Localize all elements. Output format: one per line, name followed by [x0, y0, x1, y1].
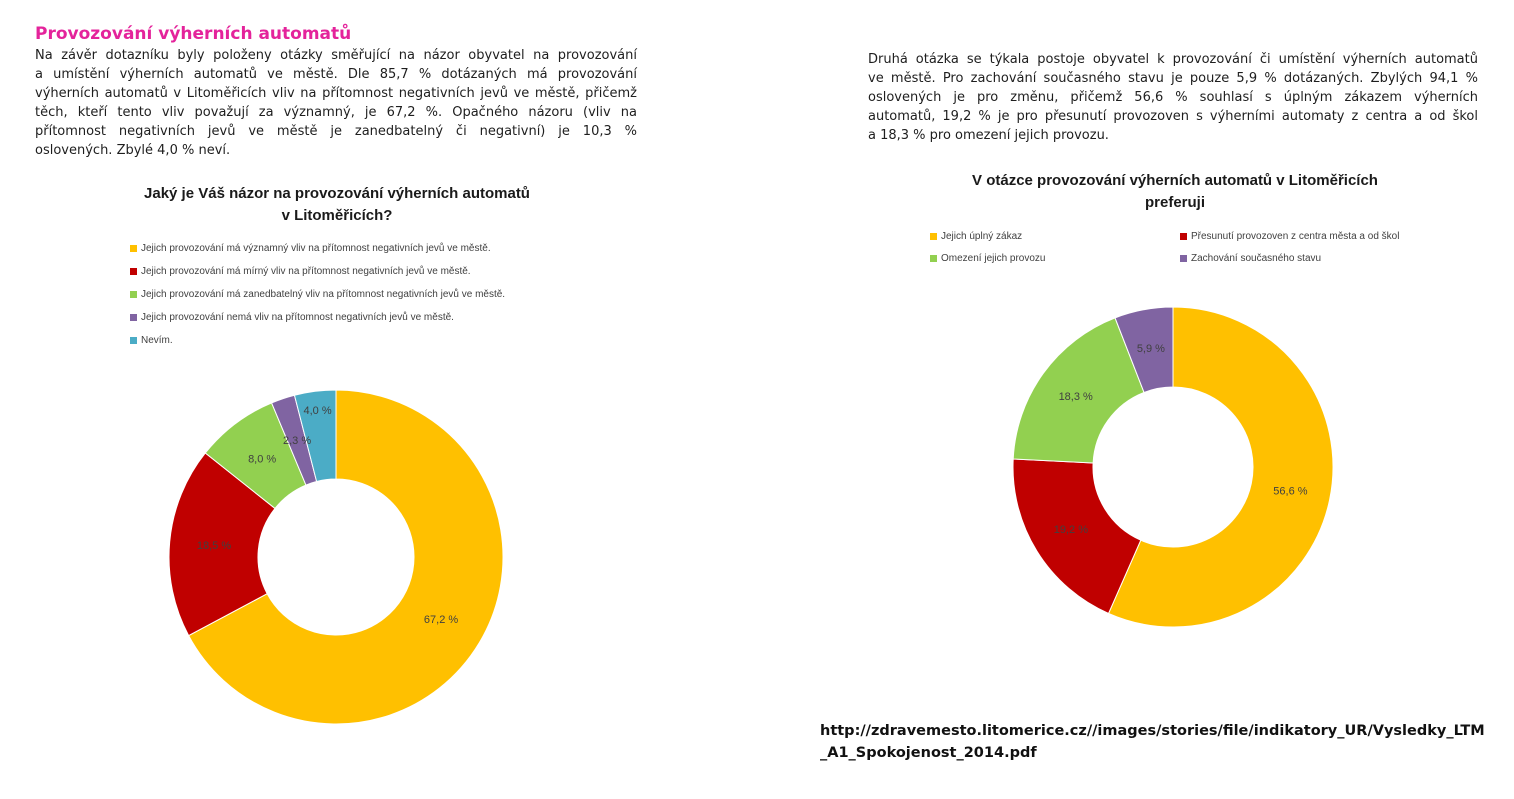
paragraph-line: výherních automatů v Litoměřicích vliv na přítomnost negativních jevů ve městě, přičemž	[35, 86, 637, 101]
legend-item	[930, 225, 1180, 247]
legend-swatch	[130, 268, 137, 275]
legend-label: Jejich úplný zákaz	[941, 230, 1023, 242]
paragraph-line: a umístění výherních automatů ve městě. Dle 85,7 % dotázaných má provozování	[35, 67, 637, 82]
legend-swatch	[930, 233, 937, 240]
paragraph-line: oslovených. Zbylé 4,0 % neví.	[35, 143, 231, 158]
source-url	[820, 720, 1485, 764]
second-question-paragraph	[868, 50, 1478, 145]
legend-swatch	[130, 314, 137, 321]
legend-item	[130, 260, 505, 283]
legend-label: Jejich provozování má mírný vliv na přítomnost negativních jevů ve městě.	[141, 266, 471, 277]
legend-label: Přesunutí provozoven z centra města a od škol	[1191, 230, 1400, 242]
legend-label: Jejich provozování má zanedbatelný vliv na přítomnost negativních jevů ve městě.	[141, 289, 506, 300]
data-label: 18,3 %	[1058, 390, 1093, 403]
legend-swatch	[1180, 233, 1187, 240]
paragraph-line: Druhá otázka se týkala postoje obyvatel k provozování či umístění výherních automatů	[868, 52, 1478, 67]
legend-item	[930, 247, 1180, 269]
legend-label: Zachování současného stavu	[1191, 252, 1322, 264]
data-label: 19,2 %	[1053, 524, 1089, 537]
source-url-line: http://zdravemesto.litomerice.cz//images/stories/file/indikatory_UR/Vysledky_LTM	[820, 723, 1485, 739]
paragraph-line: Na závěr dotazníku byly položeny otázky směřující na názor obyvatel na provozování	[35, 48, 637, 63]
paragraph-line: a 18,3 % pro omezení jejich provozu.	[868, 128, 1109, 143]
chart-title-line: v Litoměřicích?	[281, 207, 393, 224]
legend-swatch	[130, 291, 137, 298]
data-label: 8,0 %	[248, 453, 277, 466]
data-label: 18,5 %	[196, 539, 232, 552]
source-url-line: _A1_Spokojenost_2014.pdf	[820, 745, 1037, 761]
legend-item	[130, 283, 505, 306]
legend-swatch	[130, 337, 137, 344]
chart-legend-1	[130, 237, 505, 352]
legend-label: Omezení jejich provozu	[941, 252, 1046, 264]
legend-swatch	[930, 255, 937, 262]
legend-item	[130, 306, 505, 329]
legend-label: Jejich provozování má významný vliv na přítomnost negativních jevů ve městě.	[141, 243, 491, 254]
legend-item	[1180, 225, 1430, 247]
legend-swatch	[130, 245, 137, 252]
paragraph-line: ve městě. Pro zachování současného stavu je pouze 5,9 % dotázaných. Zbylých 94,1 %	[868, 71, 1478, 86]
paragraph-line: oslovených je pro změnu, přičemž 56,6 % souhlasí s úplným zákazem výherních	[868, 90, 1478, 105]
data-label: 4,0 %	[303, 405, 332, 418]
donut-chart-2	[1008, 302, 1338, 632]
legend-label: Nevím.	[141, 335, 173, 346]
chart-title-line: V otázce provozování výherních automatů v Litoměřicích	[972, 172, 1378, 189]
chart-title-2	[925, 170, 1425, 214]
paragraph-line: těch, kteří tento vliv považují za významný, je 67,2 %. Opačného názoru (vliv na	[35, 105, 637, 120]
chart-title-1	[87, 183, 587, 227]
chart-legend-2	[930, 225, 1430, 269]
legend-item	[130, 329, 505, 352]
data-label: 5,9 %	[1136, 343, 1165, 356]
intro-paragraph	[35, 46, 637, 160]
paragraph-line: automatů, 19,2 % je pro přesunutí provozoven s výherními automaty z centra a od škol	[868, 109, 1478, 124]
legend-swatch	[1180, 255, 1187, 262]
legend-item	[130, 237, 505, 260]
data-label: 67,2 %	[423, 614, 459, 627]
chart-title-line: preferuji	[1144, 194, 1205, 211]
legend-item	[1180, 247, 1430, 269]
data-label: 2,3 %	[282, 434, 312, 447]
section-heading: Provozování výherních automatů	[35, 24, 352, 44]
legend-label: Jejich provozování nemá vliv na přítomnost negativních jevů ve městě.	[141, 312, 454, 323]
donut-chart-1	[164, 385, 508, 729]
chart-title-line: Jaký je Váš názor na provozování výherních automatů	[144, 185, 530, 202]
paragraph-line: přítomnost negativních jevů ve městě je zanedbatelný či negativní) je 10,3 %	[35, 124, 637, 139]
data-label: 56,6 %	[1273, 485, 1308, 498]
